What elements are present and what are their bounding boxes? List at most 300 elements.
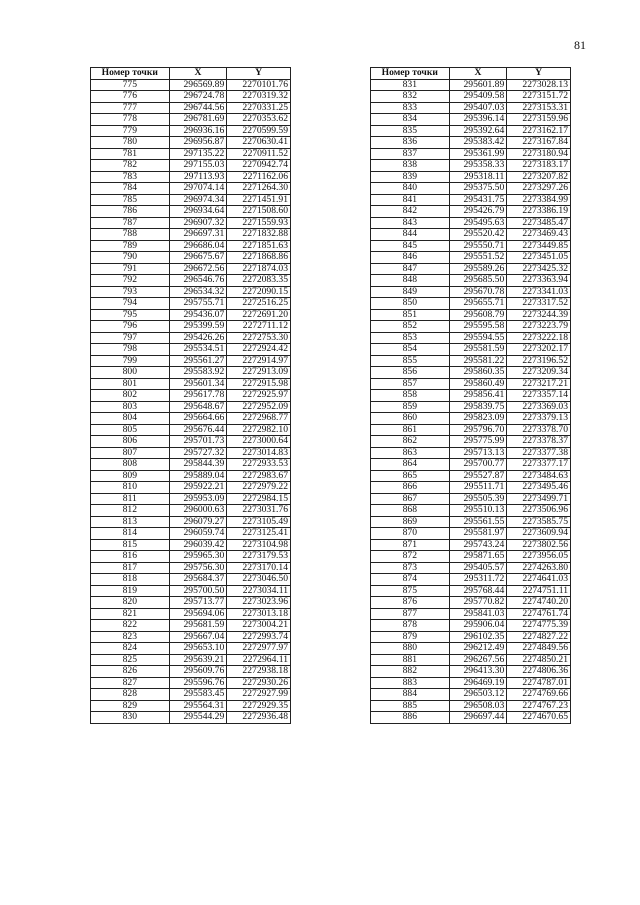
table-row [371, 712, 571, 724]
x-coordinate-cell: 295361.99 [449, 148, 507, 160]
table-row [371, 677, 571, 689]
point-number-cell: 828 [91, 689, 170, 701]
y-coordinate-cell: 2271559.93 [227, 217, 291, 229]
point-number-cell: 838 [371, 160, 450, 172]
x-coordinate-cell: 295823.09 [449, 413, 507, 425]
table-row [91, 608, 291, 620]
table-row [91, 286, 291, 298]
point-number-cell: 867 [371, 493, 450, 505]
y-coordinate-cell: 2270331.25 [227, 102, 291, 114]
table-row [91, 240, 291, 252]
x-coordinate-cell: 295743.24 [449, 539, 507, 551]
point-number-cell: 881 [371, 654, 450, 666]
y-coordinate-cell: 2273153.31 [507, 102, 571, 114]
x-coordinate-cell: 296212.49 [449, 643, 507, 655]
table-row [91, 459, 291, 471]
y-coordinate-cell: 2272516.25 [227, 298, 291, 310]
x-coordinate-cell: 295520.42 [449, 229, 507, 241]
point-number-cell: 816 [91, 551, 170, 563]
y-coordinate-cell: 2273506.96 [507, 505, 571, 517]
point-number-cell: 796 [91, 321, 170, 333]
table-row [371, 516, 571, 528]
table-row [371, 206, 571, 218]
y-coordinate-cell: 2273223.79 [507, 321, 571, 333]
table-row [91, 332, 291, 344]
y-coordinate-cell: 2273317.52 [507, 298, 571, 310]
x-coordinate-cell: 295511.71 [449, 482, 507, 494]
x-coordinate-cell: 295953.09 [169, 493, 227, 505]
table-row [91, 263, 291, 275]
header-point-number: Номер точки [91, 68, 170, 80]
point-number-cell: 794 [91, 298, 170, 310]
y-coordinate-cell: 2273609.94 [507, 528, 571, 540]
point-number-cell: 885 [371, 700, 450, 712]
point-number-cell: 844 [371, 229, 450, 241]
point-number-cell: 791 [91, 263, 170, 275]
y-coordinate-cell: 2271162.06 [227, 171, 291, 183]
y-coordinate-cell: 2273377.38 [507, 447, 571, 459]
table-row [91, 183, 291, 195]
point-number-cell: 790 [91, 252, 170, 264]
point-number-cell: 845 [371, 240, 450, 252]
table-row [91, 79, 291, 91]
x-coordinate-cell: 296686.04 [169, 240, 227, 252]
x-coordinate-cell: 295770.82 [449, 597, 507, 609]
y-coordinate-cell: 2272938.18 [227, 666, 291, 678]
table-row [91, 516, 291, 528]
x-coordinate-cell: 295681.59 [169, 620, 227, 632]
table-row [91, 401, 291, 413]
point-number-cell: 861 [371, 424, 450, 436]
y-coordinate-cell: 2273013.18 [227, 608, 291, 620]
point-number-cell: 863 [371, 447, 450, 459]
y-coordinate-cell: 2272952.09 [227, 401, 291, 413]
y-coordinate-cell: 2272927.99 [227, 689, 291, 701]
y-coordinate-cell: 2272691.20 [227, 309, 291, 321]
point-number-cell: 877 [371, 608, 450, 620]
table-row [371, 332, 571, 344]
x-coordinate-cell: 295670.78 [449, 286, 507, 298]
y-coordinate-cell: 2273196.52 [507, 355, 571, 367]
x-coordinate-cell: 295550.71 [449, 240, 507, 252]
y-coordinate-cell: 2273802.56 [507, 539, 571, 551]
y-coordinate-cell: 2270101.76 [227, 79, 291, 91]
x-coordinate-cell: 296267.56 [449, 654, 507, 666]
table-row [91, 413, 291, 425]
x-coordinate-cell: 295581.22 [449, 355, 507, 367]
table-row [91, 160, 291, 172]
table-row [371, 447, 571, 459]
point-number-cell: 792 [91, 275, 170, 287]
table-row [91, 424, 291, 436]
table-row [91, 482, 291, 494]
table-row [371, 597, 571, 609]
point-number-cell: 842 [371, 206, 450, 218]
x-coordinate-cell: 295648.67 [169, 401, 227, 413]
point-number-cell: 779 [91, 125, 170, 137]
point-number-cell: 805 [91, 424, 170, 436]
x-coordinate-cell: 295544.29 [169, 712, 227, 724]
y-coordinate-cell: 2273104.98 [227, 539, 291, 551]
x-coordinate-cell: 295713.77 [169, 597, 227, 609]
x-coordinate-cell: 295639.21 [169, 654, 227, 666]
table-row [371, 240, 571, 252]
table-row [371, 666, 571, 678]
table-row [91, 367, 291, 379]
y-coordinate-cell: 2272913.09 [227, 367, 291, 379]
x-coordinate-cell: 295841.03 [449, 608, 507, 620]
y-coordinate-cell: 2271508.60 [227, 206, 291, 218]
point-number-cell: 802 [91, 390, 170, 402]
x-coordinate-cell: 296413.30 [449, 666, 507, 678]
point-number-cell: 778 [91, 114, 170, 126]
y-coordinate-cell: 2273159.96 [507, 114, 571, 126]
x-coordinate-cell: 295871.65 [449, 551, 507, 563]
point-number-cell: 803 [91, 401, 170, 413]
table-row [371, 367, 571, 379]
point-number-cell: 815 [91, 539, 170, 551]
y-coordinate-cell: 2273377.17 [507, 459, 571, 471]
x-coordinate-cell: 296744.56 [169, 102, 227, 114]
point-number-cell: 830 [91, 712, 170, 724]
point-number-cell: 814 [91, 528, 170, 540]
y-coordinate-cell: 2273105.49 [227, 516, 291, 528]
table-row [371, 551, 571, 563]
point-number-cell: 804 [91, 413, 170, 425]
y-coordinate-cell: 2272930.26 [227, 677, 291, 689]
table-row [91, 562, 291, 574]
y-coordinate-cell: 2273125.41 [227, 528, 291, 540]
y-coordinate-cell: 2273014.83 [227, 447, 291, 459]
point-number-cell: 818 [91, 574, 170, 586]
x-coordinate-cell: 295768.44 [449, 585, 507, 597]
table-row [91, 217, 291, 229]
point-number-cell: 862 [371, 436, 450, 448]
point-number-cell: 880 [371, 643, 450, 655]
point-number-cell: 835 [371, 125, 450, 137]
x-coordinate-cell: 295655.71 [449, 298, 507, 310]
y-coordinate-cell: 2273297.26 [507, 183, 571, 195]
x-coordinate-cell: 295906.04 [449, 620, 507, 632]
x-coordinate-cell: 295664.66 [169, 413, 227, 425]
x-coordinate-cell: 295860.49 [449, 378, 507, 390]
y-coordinate-cell: 2273357.14 [507, 390, 571, 402]
table-row [371, 137, 571, 149]
x-coordinate-cell: 295839.75 [449, 401, 507, 413]
y-coordinate-cell: 2272977.97 [227, 643, 291, 655]
y-coordinate-cell: 2271264.30 [227, 183, 291, 195]
x-coordinate-cell: 296675.67 [169, 252, 227, 264]
y-coordinate-cell: 2270599.59 [227, 125, 291, 137]
point-number-cell: 798 [91, 344, 170, 356]
point-number-cell: 807 [91, 447, 170, 459]
x-coordinate-cell: 295527.87 [449, 470, 507, 482]
x-coordinate-cell: 295581.97 [449, 528, 507, 540]
x-coordinate-cell: 296781.69 [169, 114, 227, 126]
x-coordinate-cell: 295796.70 [449, 424, 507, 436]
y-coordinate-cell: 2272929.35 [227, 700, 291, 712]
x-coordinate-cell: 295860.35 [449, 367, 507, 379]
y-coordinate-cell: 2271874.03 [227, 263, 291, 275]
table-row [91, 298, 291, 310]
y-coordinate-cell: 2273363.94 [507, 275, 571, 287]
x-coordinate-cell: 295653.10 [169, 643, 227, 655]
y-coordinate-cell: 2274849.56 [507, 643, 571, 655]
x-coordinate-cell: 295589.26 [449, 263, 507, 275]
point-number-cell: 833 [371, 102, 450, 114]
table-row [371, 102, 571, 114]
y-coordinate-cell: 2273451.05 [507, 252, 571, 264]
table-row [91, 344, 291, 356]
y-coordinate-cell: 2273469.43 [507, 229, 571, 241]
x-coordinate-cell: 295551.52 [449, 252, 507, 264]
table-row [371, 160, 571, 172]
table-row [371, 539, 571, 551]
y-coordinate-cell: 2273209.34 [507, 367, 571, 379]
point-number-cell: 775 [91, 79, 170, 91]
x-coordinate-cell: 295609.76 [169, 666, 227, 678]
point-number-cell: 819 [91, 585, 170, 597]
point-number-cell: 846 [371, 252, 450, 264]
table-row [91, 436, 291, 448]
table-row [91, 321, 291, 333]
x-coordinate-cell: 295564.31 [169, 700, 227, 712]
table-row [91, 643, 291, 655]
point-number-cell: 795 [91, 309, 170, 321]
table-row [91, 114, 291, 126]
y-coordinate-cell: 2272984.15 [227, 493, 291, 505]
y-coordinate-cell: 2273167.84 [507, 137, 571, 149]
point-number-cell: 800 [91, 367, 170, 379]
table-row [91, 194, 291, 206]
x-coordinate-cell: 296697.31 [169, 229, 227, 241]
point-number-cell: 784 [91, 183, 170, 195]
x-coordinate-cell: 295396.14 [449, 114, 507, 126]
x-coordinate-cell: 295561.55 [449, 516, 507, 528]
point-number-cell: 809 [91, 470, 170, 482]
x-coordinate-cell: 295505.39 [449, 493, 507, 505]
point-number-cell: 820 [91, 597, 170, 609]
point-number-cell: 782 [91, 160, 170, 172]
y-coordinate-cell: 2273956.05 [507, 551, 571, 563]
point-number-cell: 857 [371, 378, 450, 390]
y-coordinate-cell: 2273369.03 [507, 401, 571, 413]
x-coordinate-cell: 296059.74 [169, 528, 227, 540]
y-coordinate-cell: 2273425.32 [507, 263, 571, 275]
table-row [371, 125, 571, 137]
table-row [371, 505, 571, 517]
point-number-cell: 851 [371, 309, 450, 321]
x-coordinate-cell: 296000.63 [169, 505, 227, 517]
y-coordinate-cell: 2272964.11 [227, 654, 291, 666]
x-coordinate-cell: 296503.12 [449, 689, 507, 701]
table-row [371, 608, 571, 620]
table-body-right [371, 79, 571, 723]
table-row [91, 493, 291, 505]
y-coordinate-cell: 2272968.77 [227, 413, 291, 425]
x-coordinate-cell: 295596.76 [169, 677, 227, 689]
y-coordinate-cell: 2271832.88 [227, 229, 291, 241]
point-number-cell: 849 [371, 286, 450, 298]
x-coordinate-cell: 296102.35 [449, 631, 507, 643]
x-coordinate-cell: 295601.89 [449, 79, 507, 91]
x-coordinate-cell: 295701.73 [169, 436, 227, 448]
table-row [371, 194, 571, 206]
table-row [371, 91, 571, 103]
point-number-cell: 822 [91, 620, 170, 632]
table-row [91, 125, 291, 137]
y-coordinate-cell: 2271851.63 [227, 240, 291, 252]
y-coordinate-cell: 2274641.03 [507, 574, 571, 586]
x-coordinate-cell: 295756.30 [169, 562, 227, 574]
table-row [371, 482, 571, 494]
y-coordinate-cell: 2271451.91 [227, 194, 291, 206]
y-coordinate-cell: 2274775.39 [507, 620, 571, 632]
y-coordinate-cell: 2273378.37 [507, 436, 571, 448]
x-coordinate-cell: 295844.39 [169, 459, 227, 471]
point-number-cell: 811 [91, 493, 170, 505]
point-number-cell: 853 [371, 332, 450, 344]
x-coordinate-cell: 296534.32 [169, 286, 227, 298]
point-number-cell: 831 [371, 79, 450, 91]
y-coordinate-cell: 2273000.64 [227, 436, 291, 448]
point-number-cell: 875 [371, 585, 450, 597]
x-coordinate-cell: 295392.64 [449, 125, 507, 137]
y-coordinate-cell: 2272753.30 [227, 332, 291, 344]
table-row [371, 321, 571, 333]
table-row [91, 355, 291, 367]
y-coordinate-cell: 2273046.50 [227, 574, 291, 586]
y-coordinate-cell: 2272993.74 [227, 631, 291, 643]
point-number-cell: 777 [91, 102, 170, 114]
y-coordinate-cell: 2274263.80 [507, 562, 571, 574]
x-coordinate-cell: 295426.26 [169, 332, 227, 344]
y-coordinate-cell: 2274769.66 [507, 689, 571, 701]
point-number-cell: 882 [371, 666, 450, 678]
x-coordinate-cell: 295358.33 [449, 160, 507, 172]
table-row [371, 252, 571, 264]
point-number-cell: 868 [371, 505, 450, 517]
header-y: Y [227, 68, 291, 80]
x-coordinate-cell: 296469.19 [449, 677, 507, 689]
x-coordinate-cell: 295595.58 [449, 321, 507, 333]
table-row [371, 413, 571, 425]
y-coordinate-cell: 2273179.53 [227, 551, 291, 563]
y-coordinate-cell: 2273585.75 [507, 516, 571, 528]
y-coordinate-cell: 2273484.63 [507, 470, 571, 482]
table-row [91, 585, 291, 597]
table-row [91, 206, 291, 218]
point-number-cell: 781 [91, 148, 170, 160]
x-coordinate-cell: 296508.03 [449, 700, 507, 712]
table-row [371, 562, 571, 574]
point-number-cell: 879 [371, 631, 450, 643]
point-number-cell: 817 [91, 562, 170, 574]
x-coordinate-cell: 295436.07 [169, 309, 227, 321]
x-coordinate-cell: 295700.77 [449, 459, 507, 471]
y-coordinate-cell: 2274806.36 [507, 666, 571, 678]
coordinates-table-left [90, 67, 291, 724]
y-coordinate-cell: 2273151.72 [507, 91, 571, 103]
point-number-cell: 856 [371, 367, 450, 379]
y-coordinate-cell: 2273244.39 [507, 309, 571, 321]
table-row [371, 114, 571, 126]
table-row [91, 309, 291, 321]
table-row [91, 102, 291, 114]
header-x: X [169, 68, 227, 80]
point-number-cell: 860 [371, 413, 450, 425]
x-coordinate-cell: 297135.22 [169, 148, 227, 160]
y-coordinate-cell: 2272914.97 [227, 355, 291, 367]
x-coordinate-cell: 295561.27 [169, 355, 227, 367]
table-row [371, 470, 571, 482]
y-coordinate-cell: 2273384.99 [507, 194, 571, 206]
y-coordinate-cell: 2273004.21 [227, 620, 291, 632]
table-row [371, 148, 571, 160]
x-coordinate-cell: 295617.78 [169, 390, 227, 402]
x-coordinate-cell: 295383.42 [449, 137, 507, 149]
y-coordinate-cell: 2273499.71 [507, 493, 571, 505]
y-coordinate-cell: 2272983.67 [227, 470, 291, 482]
table-row [371, 183, 571, 195]
y-coordinate-cell: 2274751.11 [507, 585, 571, 597]
point-number-cell: 788 [91, 229, 170, 241]
x-coordinate-cell: 295676.44 [169, 424, 227, 436]
point-number-cell: 858 [371, 390, 450, 402]
point-number-cell: 793 [91, 286, 170, 298]
point-number-cell: 870 [371, 528, 450, 540]
y-coordinate-cell: 2272924.42 [227, 344, 291, 356]
point-number-cell: 883 [371, 677, 450, 689]
table-row [371, 493, 571, 505]
table-row [91, 275, 291, 287]
x-coordinate-cell: 295399.59 [169, 321, 227, 333]
x-coordinate-cell: 295495.63 [449, 217, 507, 229]
table-row [371, 298, 571, 310]
point-number-cell: 840 [371, 183, 450, 195]
table-row [91, 447, 291, 459]
table-row [371, 390, 571, 402]
y-coordinate-cell: 2272090.15 [227, 286, 291, 298]
point-number-cell: 854 [371, 344, 450, 356]
y-coordinate-cell: 2270942.74 [227, 160, 291, 172]
y-coordinate-cell: 2272979.22 [227, 482, 291, 494]
x-coordinate-cell: 295407.03 [449, 102, 507, 114]
table-row [91, 620, 291, 632]
x-coordinate-cell: 297155.03 [169, 160, 227, 172]
point-number-cell: 799 [91, 355, 170, 367]
y-coordinate-cell: 2273023.96 [227, 597, 291, 609]
table-row [91, 700, 291, 712]
table-row [91, 712, 291, 724]
point-number-cell: 813 [91, 516, 170, 528]
table-header-row [91, 68, 291, 80]
table-row [371, 229, 571, 241]
y-coordinate-cell: 2270319.32 [227, 91, 291, 103]
x-coordinate-cell: 296697.44 [449, 712, 507, 724]
table-row [371, 217, 571, 229]
table-row [91, 171, 291, 183]
y-coordinate-cell: 2274740.20 [507, 597, 571, 609]
y-coordinate-cell: 2273207.82 [507, 171, 571, 183]
y-coordinate-cell: 2274787.01 [507, 677, 571, 689]
y-coordinate-cell: 2270353.62 [227, 114, 291, 126]
x-coordinate-cell: 295601.34 [169, 378, 227, 390]
point-number-cell: 873 [371, 562, 450, 574]
point-number-cell: 843 [371, 217, 450, 229]
x-coordinate-cell: 295594.55 [449, 332, 507, 344]
table-row [91, 148, 291, 160]
